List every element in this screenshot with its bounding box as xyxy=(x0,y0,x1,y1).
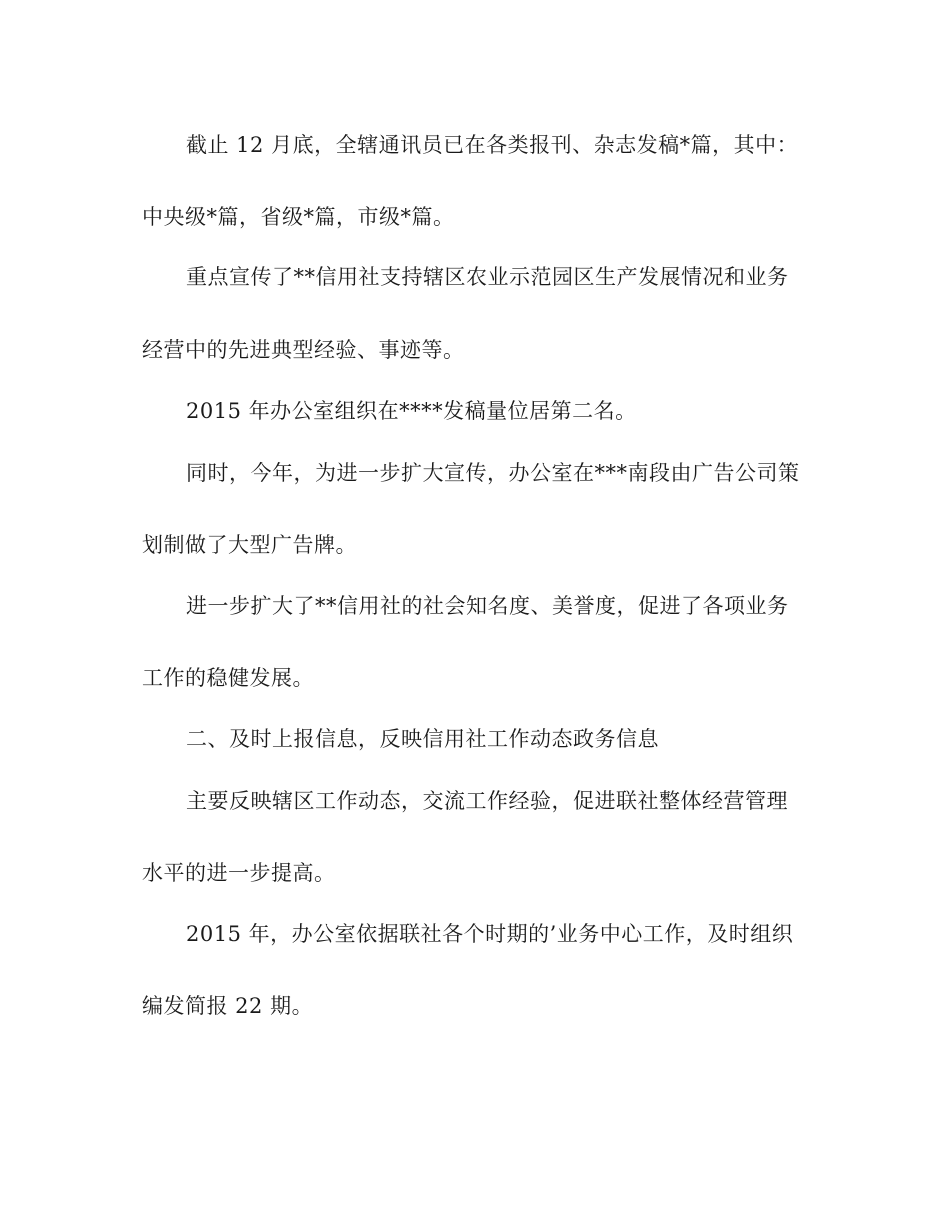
paragraph-5-line-1: 进一步扩大了**信用社的社会知名度、美誉度，促进了各项业务 xyxy=(186,594,789,618)
paragraph-1-line-2: 中央级*篇，省级*篇，市级*篇。 xyxy=(142,205,455,229)
paragraph-3-line-1: 2015 年办公室组织在****发稿量位居第二名。 xyxy=(186,399,637,423)
paragraph-4-line-2: 划制做了大型广告牌。 xyxy=(142,533,357,557)
paragraph-2-line-2: 经营中的先进典型经验、事迹等。 xyxy=(142,338,465,362)
paragraph-8-line-2: 编发简报 22 期。 xyxy=(142,994,314,1018)
paragraph-4-line-1: 同时，今年，为进一步扩大宣传，办公室在***南段由广告公司策 xyxy=(186,461,800,485)
section-heading: 二、及时上报信息，反映信用社工作动态政务信息 xyxy=(186,727,659,751)
paragraph-5-line-2: 工作的稳健发展。 xyxy=(142,666,314,690)
paragraph-1-line-1: 截止 12 月底，全辖通讯员已在各类报刊、杂志发稿*篇，其中： xyxy=(186,133,799,157)
paragraph-7-line-2: 水平的进一步提高。 xyxy=(142,861,336,885)
paragraph-7-line-1: 主要反映辖区工作动态，交流工作经验，促进联社整体经营管理 xyxy=(186,789,788,813)
paragraph-8-line-1: 2015 年，办公室依据联社各个时期的’业务中心工作，及时组织 xyxy=(186,922,794,946)
paragraph-2-line-1: 重点宣传了**信用社支持辖区农业示范园区生产发展情况和业务 xyxy=(186,265,789,289)
